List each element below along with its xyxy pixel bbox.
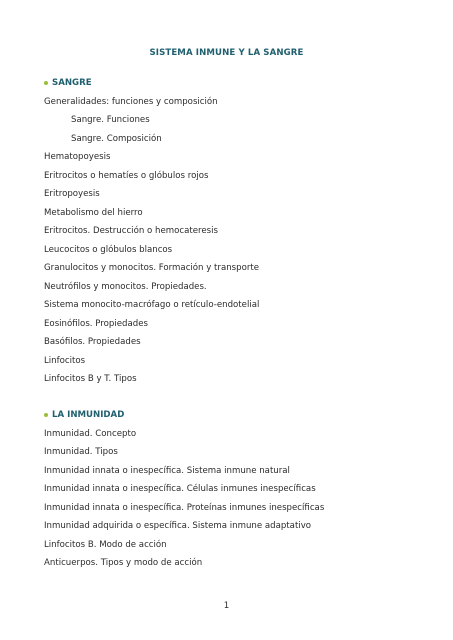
toc-item[interactable]: Sistema monocito-macrófago o retículo-endotelial (44, 300, 260, 310)
toc-item[interactable]: Linfocitos B y T. Tipos (44, 374, 137, 384)
toc-item[interactable]: Eritrocitos. Destrucción o hemocateresis (44, 226, 218, 236)
toc-item[interactable]: Generalidades: funciones y composición (44, 96, 218, 107)
toc-item[interactable]: Basófilos. Propiedades (44, 337, 141, 347)
toc-item[interactable]: Inmunidad innata o inespecífica. Proteínas inmunes inespecíficas (44, 502, 325, 513)
toc-item[interactable]: Inmunidad innata o inespecífica. Sistema inmune natural (44, 465, 290, 476)
toc-item[interactable]: Eritropoyesis (44, 189, 100, 199)
toc-item[interactable]: Eritrocitos o hematíes o glóbulos rojos (44, 170, 209, 181)
toc-item[interactable]: Leucocitos o glóbulos blancos (44, 244, 173, 255)
bullet-icon (44, 413, 48, 417)
toc-item[interactable]: Linfocitos B. Modo de acción (44, 539, 167, 550)
section-heading-label: SANGRE (52, 78, 92, 88)
toc-item[interactable]: Anticuerpos. Tipos y modo de acción (44, 558, 203, 568)
toc-item[interactable]: Metabolismo del hierro (44, 207, 143, 218)
section-heading (44, 76, 424, 90)
section-sangre (44, 76, 424, 391)
toc-item[interactable]: Hematopoyesis (44, 152, 111, 162)
toc-item[interactable]: Sangre. Funciones (71, 115, 150, 125)
document-title: SISTEMA INMUNE Y LA SANGRE (149, 48, 304, 58)
toc-item[interactable]: Inmunidad adquirida o específica. Sistema inmune adaptativo (44, 521, 312, 531)
section-inmunidad (44, 408, 424, 575)
toc-item[interactable]: Eosinófilos. Propiedades (44, 318, 148, 329)
toc-item[interactable]: Linfocitos (44, 355, 86, 366)
toc-list (44, 95, 424, 391)
toc-item[interactable]: Granulocitos y monocitos. Formación y transporte (44, 263, 260, 273)
section-heading (44, 408, 424, 422)
toc-item[interactable]: Inmunidad innata o inespecífica. Células inmunes inespecíficas (44, 484, 316, 494)
toc-list (44, 427, 424, 575)
toc-item[interactable]: Neutrófilos y monocitos. Propiedades. (44, 281, 207, 292)
section-heading-label: LA INMUNIDAD (52, 410, 125, 420)
bullet-icon (44, 81, 48, 85)
page-number: 1 (223, 601, 230, 611)
toc-item[interactable]: Sangre. Composición (71, 133, 162, 144)
toc-item[interactable]: Inmunidad. Tipos (44, 447, 118, 457)
toc-item[interactable]: Inmunidad. Concepto (44, 428, 137, 439)
